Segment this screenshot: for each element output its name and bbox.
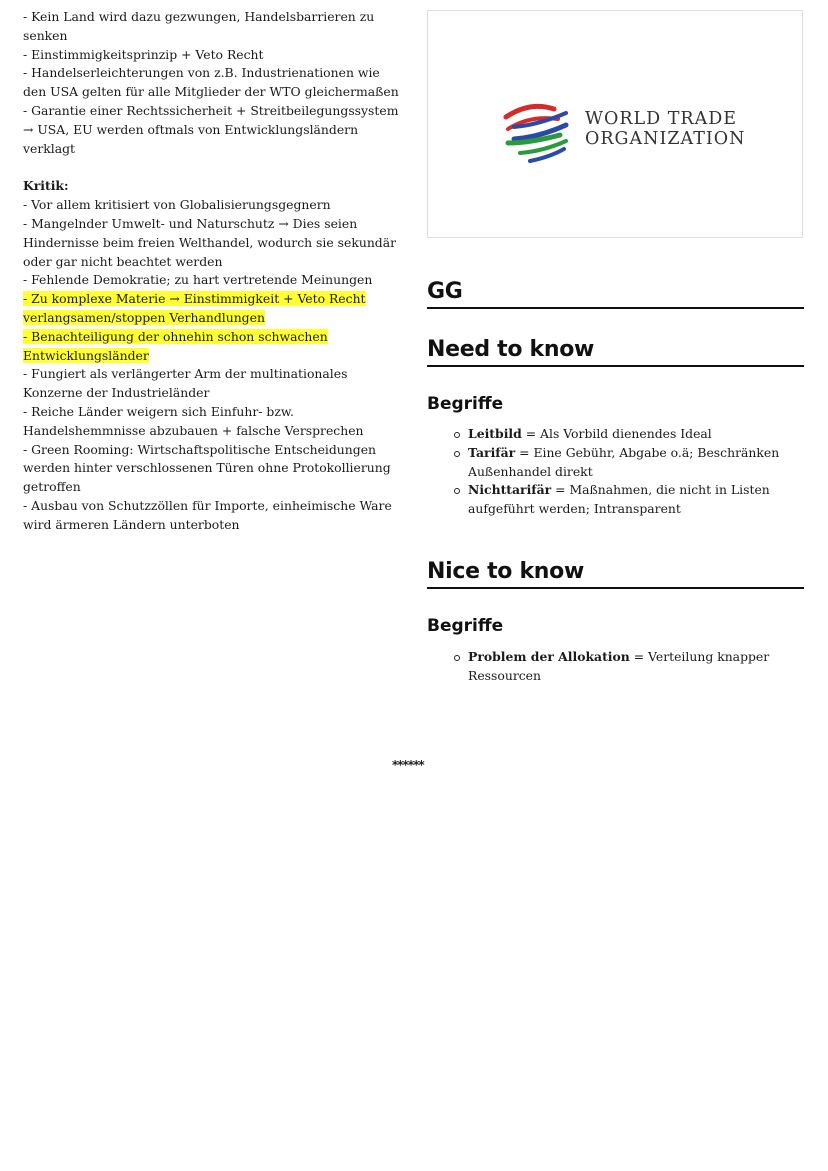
separator: ****** (392, 758, 424, 772)
kritik-line: - Vor allem kritisiert von Globalisierungsgegnern (23, 197, 331, 213)
kritik-line: - Mangelnder Umwelt- und Naturschutz → Dies seien Hindernisse beim freien Welthandel, wodurch sie sekundär oder gar nicht beachtet werden (23, 215, 397, 269)
nice-to-know-subheading: Begriffe (427, 616, 504, 636)
nice-to-know-list (468, 648, 808, 686)
kritik-line: - Green Rooming: Wirtschaftspolitische Entscheidungen werden hinter verschlossenen Türen ohne Protokollierung getroffen (23, 441, 391, 495)
kritik-line: - Fungiert als verlängerter Arm der multinationales Konzerne der Industrieländer (23, 366, 348, 401)
pro-line: - Handelserleichterungen von z.B. Industrienationen wie den USA gelten für alle Mitglieder der WTO gleichermaßen (23, 65, 399, 100)
logo-line-2: ORGANIZATION (585, 129, 746, 149)
nice-to-know-heading: Nice to know (427, 559, 804, 589)
wto-logo-icon (500, 91, 572, 175)
kritik-heading: Kritik: (23, 178, 69, 194)
need-to-know-subheading: Begriffe (427, 394, 504, 414)
pro-line: - Kein Land wird dazu gezwungen, Handelsbarrieren zu senken (23, 9, 375, 43)
wto-logo-frame (427, 10, 803, 238)
list-item: Problem der Allokation = Verteilung knapper Ressourcen (468, 648, 808, 686)
list-item: Tarifär = Eine Gebühr, Abgabe o.ä; Beschränken Außenhandel direkt (468, 444, 808, 482)
kritik-line: - Fehlende Demokratie; zu hart vertretende Meinungen (23, 272, 373, 288)
list-item: Nichttarifär = Maßnahmen, die nicht in Listen aufgeführt werden; Intransparent (468, 481, 808, 519)
kritik-line: - Reiche Länder weigern sich Einfuhr- bzw. Handelshemmnisse abzubauen + falsche Versprechen (23, 403, 364, 438)
need-to-know-heading: Need to know (427, 337, 804, 367)
pro-line: - Garantie einer Rechtssicherheit + Streitbeilegungssystem → USA, EU werden oftmals von Entwicklungsländern verklagt (23, 102, 399, 156)
kritik-line-highlighted: - Benachteiligung der ohnehin schon schwachen Entwicklungsländer (23, 328, 328, 363)
list-item: Leitbild = Als Vorbild dienendes Ideal (468, 425, 808, 444)
need-to-know-list (468, 425, 808, 519)
pro-line: - Einstimmigkeitsprinzip + Veto Recht (23, 46, 264, 62)
wto-logo-text (585, 109, 745, 149)
left-column (23, 8, 403, 535)
kritik-line: - Ausbau von Schutzzöllen für Importe, einheimische Ware wird ärmeren Ländern unterboten (23, 497, 392, 532)
gg-heading: GG (427, 279, 804, 309)
kritik-line-highlighted: - Zu komplexe Materie → Einstimmigkeit + Veto Recht verlangsamen/stoppen Verhandlungen (23, 291, 366, 325)
logo-line-1: WORLD TRADE (585, 109, 738, 129)
